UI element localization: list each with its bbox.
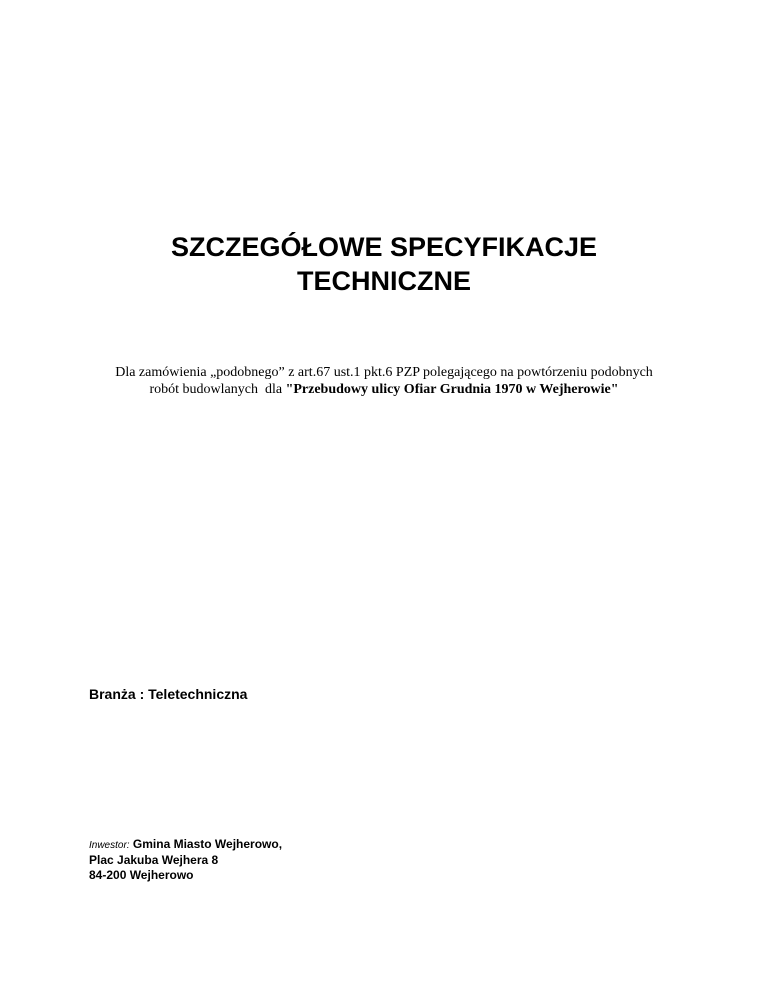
title-line-1: SZCZEGÓŁOWE SPECYFIKACJE	[170, 232, 598, 262]
investor-line	[89, 837, 282, 853]
intro-line-2	[70, 381, 698, 398]
project-name: "Przebudowy ulicy Ofiar Grudnia 1970 w Wejherowie"	[285, 382, 619, 397]
document-title	[0, 230, 768, 298]
intro-paragraph	[70, 364, 698, 398]
intro-line-2-text: robót budowlanych dla	[149, 382, 286, 397]
branch-label: Branża : Teletechniczna	[89, 686, 248, 702]
investor-address-city: 84-200 Wejherowo	[89, 868, 194, 882]
investor-block	[89, 837, 282, 883]
investor-label: Inwestor:	[89, 840, 130, 851]
title-line-2: TECHNICZNE	[297, 266, 471, 296]
investor-name: Gmina Miasto Wejherowo,	[129, 837, 283, 851]
investor-address-street: Plac Jakuba Wejhera 8	[89, 853, 219, 867]
intro-line-1: Dla zamówienia „podobnego” z art.67 ust.1 pkt.6 PZP polegającego na powtórzeniu podobnych	[115, 365, 653, 380]
